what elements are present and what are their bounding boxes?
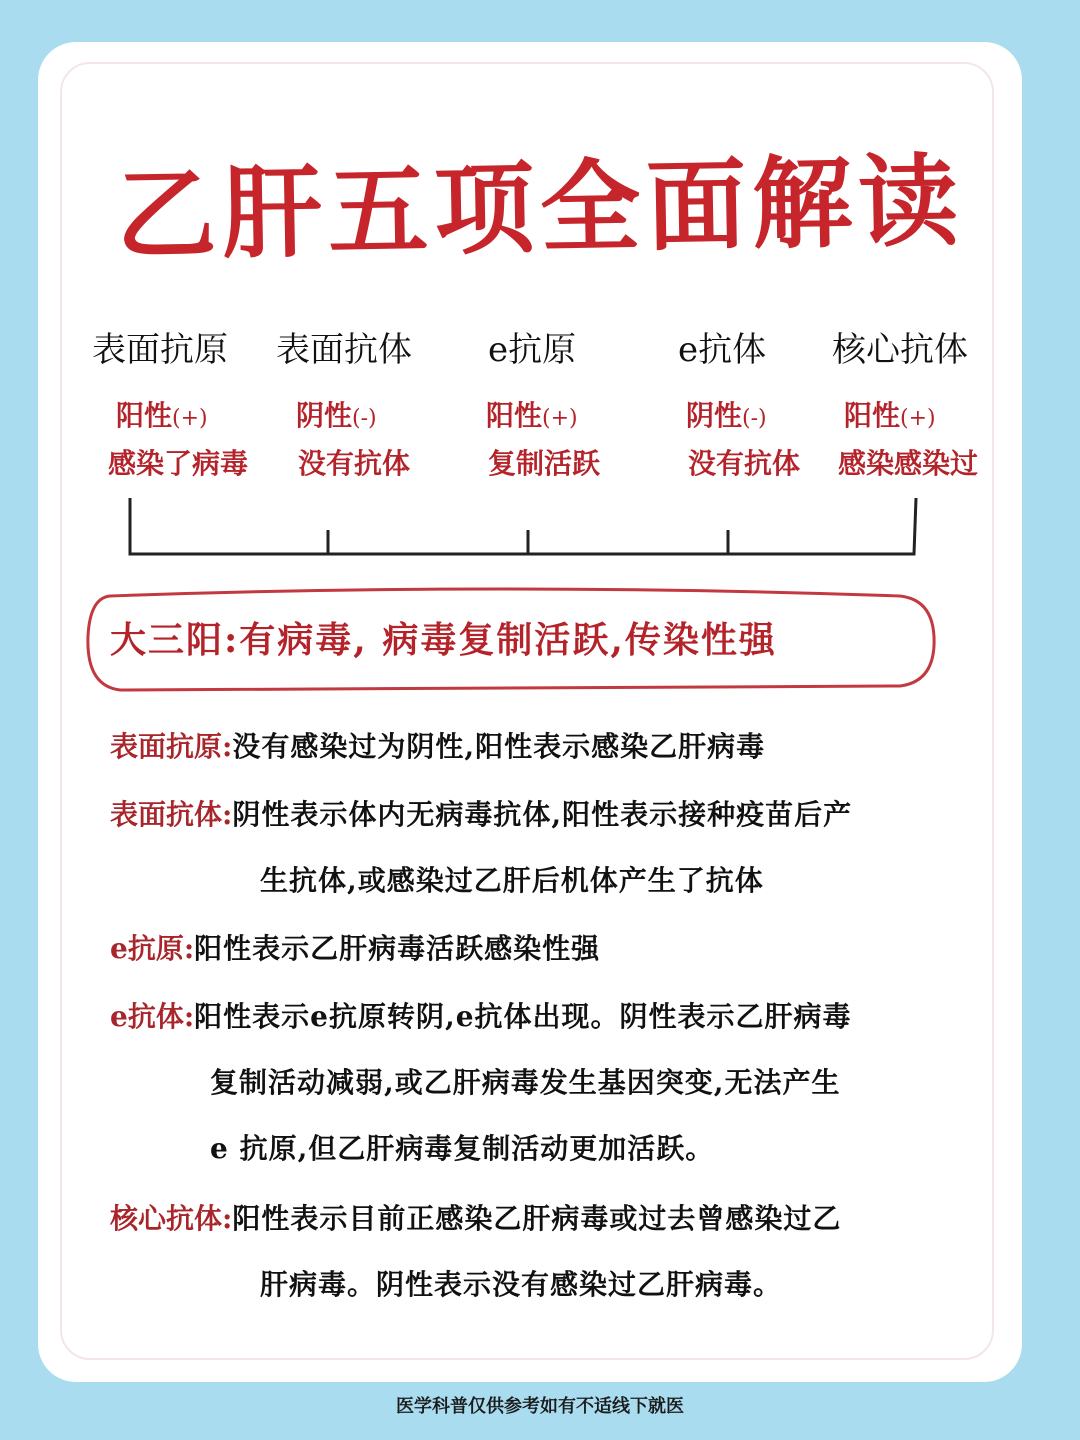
status-text: 阳性 [844, 399, 901, 432]
status-text: 阳性 [116, 399, 173, 432]
status-text: 阳性 [486, 399, 543, 432]
definition-e-antibody [110, 984, 980, 1182]
definition-surface-antibody [110, 782, 980, 914]
column-meaning-3: 复制活跃 [488, 447, 601, 480]
column-head-surface-antigen: 表面抗原 [92, 330, 228, 370]
column-status-3 [486, 394, 578, 434]
definition-surface-antigen [110, 714, 980, 780]
definition-text: 阳性表示乙肝病毒活跃感染性强 [194, 932, 601, 965]
status-text: 阴性 [296, 399, 353, 432]
column-head-surface-antibody: 表面抗体 [276, 330, 412, 370]
bracket-connector [128, 496, 918, 556]
definition-term: e抗体: [110, 1000, 195, 1033]
column-meaning-4: 没有抗体 [688, 447, 801, 480]
column-status-5 [844, 394, 936, 434]
definition-text: 阳性表示e抗原转阴,e抗体出现。阴性表示乙肝病毒 [194, 1000, 852, 1033]
definition-text-continued: e 抗原,但乙肝病毒复制活动更加活跃。 [210, 1132, 715, 1165]
definition-term: 表面抗原: [110, 730, 233, 763]
definition-text: 没有感染过为阴性,阳性表示感染乙肝病毒 [232, 730, 766, 763]
column-head-core-antibody: 核心抗体 [832, 330, 968, 370]
page-title: 乙肝五项全面解读 [115, 141, 966, 275]
definition-term: 表面抗体: [110, 798, 233, 831]
status-sign: (-) [742, 406, 767, 431]
definition-text-continued: 生抗体,或感染过乙肝后机体产生了抗体 [260, 864, 764, 897]
definition-e-antigen [110, 916, 980, 982]
column-meaning-2: 没有抗体 [298, 447, 411, 480]
column-status-2 [296, 394, 377, 434]
status-text: 阴性 [686, 399, 743, 432]
footer-disclaimer: 医学科普仅供参考如有不适线下就医 [396, 1396, 684, 1417]
status-sign: (+) [172, 406, 208, 431]
status-sign: (-) [352, 406, 377, 431]
column-status-4 [686, 394, 767, 434]
callout-text: 大三阳:有病毒, 病毒复制活跃,传染性强 [110, 619, 777, 661]
column-meaning-5: 感染感染过 [838, 447, 979, 480]
column-status-1 [116, 394, 208, 434]
column-meaning-1: 感染了病毒 [108, 447, 249, 480]
column-head-e-antigen: e抗原 [488, 330, 577, 370]
definition-text: 阴性表示体内无病毒抗体,阳性表示接种疫苗后产 [232, 798, 853, 831]
definition-term: e抗原: [110, 932, 195, 965]
column-head-e-antibody: e抗体 [678, 330, 767, 370]
status-sign: (+) [900, 406, 936, 431]
definition-text-continued: 肝病毒。阴性表示没有感染过乙肝病毒。 [260, 1268, 783, 1301]
definition-core-antibody [110, 1186, 980, 1318]
status-sign: (+) [542, 406, 578, 431]
definition-text: 阳性表示目前正感染乙肝病毒或过去曾感染过乙 [232, 1202, 842, 1235]
definition-term: 核心抗体: [110, 1202, 233, 1235]
definition-text-continued: 复制活动减弱,或乙肝病毒发生基因突变,无法产生 [210, 1066, 841, 1099]
